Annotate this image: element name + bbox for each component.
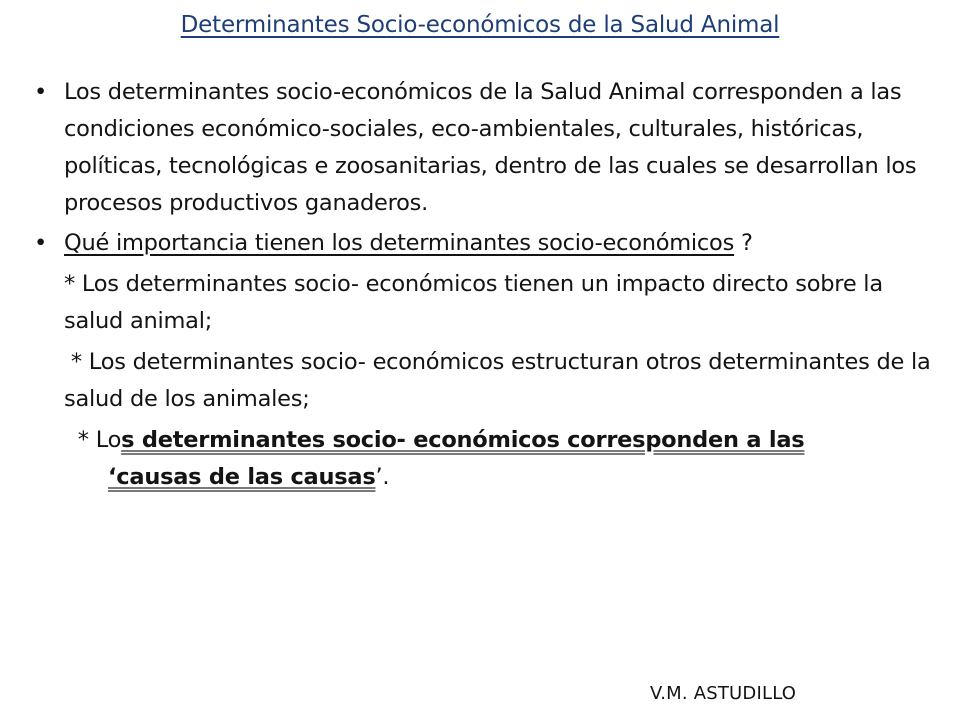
bullet-marker: • [34,79,48,105]
bullet-item-question [34,225,934,262]
emphasis-text-line1: s determinantes socio- económicos corresponden a las [121,427,805,453]
question-text [64,225,934,262]
sub-point: * Los determinantes socio- económicos tienen un impacto directo sobre la salud animal; [64,271,883,334]
author-credit: V.M. ASTUDILLO [650,683,797,704]
bullet-text: Los determinantes socio-económicos de la Salud Animal corresponden a las condiciones económico-sociales, eco-ambientales, culturales, históricas, políticas, tecnológicas e zoosanitarias, dentro de las cuales se desarrollan los procesos productivos ganaderos. [64,79,917,216]
slide-title-text: Determinantes Socio-económicos de la Salud Animal [180,12,780,38]
bullet-item [34,74,934,222]
emphasis-text-line2: ‘causas de las causas [108,464,376,490]
question-underlined: Qué importancia tienen los determinantes socio-económicos [64,230,735,256]
slide-title [0,12,960,38]
bullet-marker: • [34,230,48,256]
slide-body [34,74,938,496]
emphasis-tail: ’. [375,464,390,490]
sub-point: * Los determinantes socio- económicos estructuran otros determinantes de la salud de los animales; [64,349,938,412]
sub-point-emphasis [34,422,934,496]
emphasis-lead: * Lo [64,427,122,453]
question-mark: ? [734,230,753,256]
emphasis-second-line [64,459,934,496]
